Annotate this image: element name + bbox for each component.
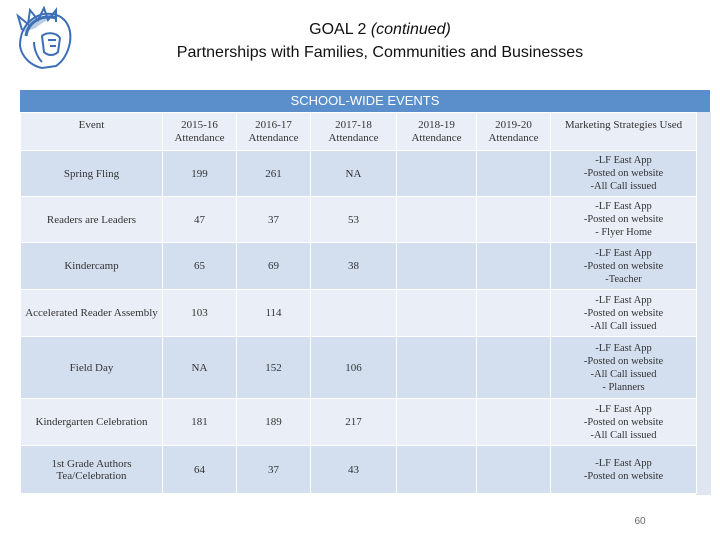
event-cell: Accelerated Reader Assembly [21,290,163,337]
event-cell: Readers are Leaders [21,197,163,243]
attendance-cell [397,290,477,337]
event-cell: 1st Grade Authors Tea/Celebration [21,446,163,494]
table-row [21,399,697,446]
event-cell: Kindergarten Celebration [21,399,163,446]
page-title [100,20,660,64]
marketing-cell [551,151,697,197]
table-header-row [21,113,697,151]
marketing-item: -Posted on website [583,307,664,319]
marketing-item: -LF East App [595,403,652,415]
marketing-item: -Posted on website [583,416,664,428]
table-row [21,197,697,243]
marketing-item: -Posted on website [583,470,664,482]
attendance-cell: 47 [163,197,237,243]
table-row [21,446,697,494]
attendance-cell: 37 [237,446,311,494]
marketing-item: -LF East App [595,201,652,212]
column-header: 2015-16 Attendance [163,113,237,151]
attendance-cell [477,290,551,337]
marketing-item: -LF East App [595,247,652,259]
attendance-cell: 181 [163,399,237,446]
attendance-cell: 64 [163,446,237,494]
table-row [21,243,697,290]
marketing-item: -Posted on website [583,355,664,367]
attendance-cell [397,151,477,197]
attendance-cell: 106 [311,337,397,399]
attendance-cell: 37 [237,197,311,243]
attendance-cell [397,243,477,290]
column-header: 2017-18 Attendance [311,113,397,151]
marketing-item: -All Call issued [590,320,657,332]
marketing-item: -LF East App [595,342,652,354]
table-row [21,151,697,197]
table-row [21,337,697,399]
title-continued: (continued) [370,21,451,38]
attendance-cell: 53 [311,197,397,243]
attendance-cell [477,243,551,290]
marketing-item: -Posted on website [583,260,664,272]
attendance-cell: NA [311,151,397,197]
attendance-cell: 65 [163,243,237,290]
event-cell: Field Day [21,337,163,399]
table-row [21,290,697,337]
page-number: 60 [634,516,646,527]
marketing-item: -All Call issued [590,429,657,441]
attendance-cell: 261 [237,151,311,197]
page-subtitle: Partnerships with Families, Communities and Businesses [176,44,584,61]
table-right-edge [696,112,711,495]
marketing-item: -Posted on website [583,168,664,179]
attendance-cell [397,446,477,494]
column-header: 2018-19 Attendance [397,113,477,151]
attendance-cell: 217 [311,399,397,446]
attendance-cell [477,399,551,446]
event-cell: Spring Fling [21,151,163,197]
marketing-cell [551,197,697,243]
attendance-cell: 199 [163,151,237,197]
attendance-cell [477,197,551,243]
attendance-cell [311,290,397,337]
attendance-cell [397,399,477,446]
attendance-cell [477,337,551,399]
column-header: 2016-17 Attendance [237,113,311,151]
marketing-item: -LF East App [595,294,652,306]
marketing-cell [551,399,697,446]
attendance-cell [397,197,477,243]
attendance-cell: 189 [237,399,311,446]
marketing-item: -LF East App [595,155,652,166]
marketing-cell [551,446,697,494]
attendance-cell [477,446,551,494]
marketing-item: - Planners [602,381,645,393]
column-header: 2019-20 Attendance [477,113,551,151]
attendance-cell: 69 [237,243,311,290]
section-banner: SCHOOL-WIDE EVENTS [20,90,710,112]
attendance-cell: 103 [163,290,237,337]
attendance-cell: 43 [311,446,397,494]
marketing-item: -Teacher [605,273,642,285]
marketing-item: -LF East App [595,457,652,469]
marketing-cell [551,337,697,399]
marketing-cell [551,243,697,290]
title-goal: GOAL 2 [309,21,367,38]
marketing-item: - Flyer Home [595,227,652,238]
attendance-cell: 38 [311,243,397,290]
attendance-cell [477,151,551,197]
events-table [20,112,697,494]
marketing-item: -All Call issued [590,181,657,192]
marketing-item: -Posted on website [583,214,664,225]
event-cell: Kindercamp [21,243,163,290]
marketing-cell [551,290,697,337]
attendance-cell: NA [163,337,237,399]
marketing-item: -All Call issued [590,368,657,380]
attendance-cell: 152 [237,337,311,399]
column-header: Marketing Strategies Used [551,113,697,151]
attendance-cell: 114 [237,290,311,337]
column-header: Event [21,113,163,151]
attendance-cell [397,337,477,399]
spartan-helmet-icon [12,6,78,74]
